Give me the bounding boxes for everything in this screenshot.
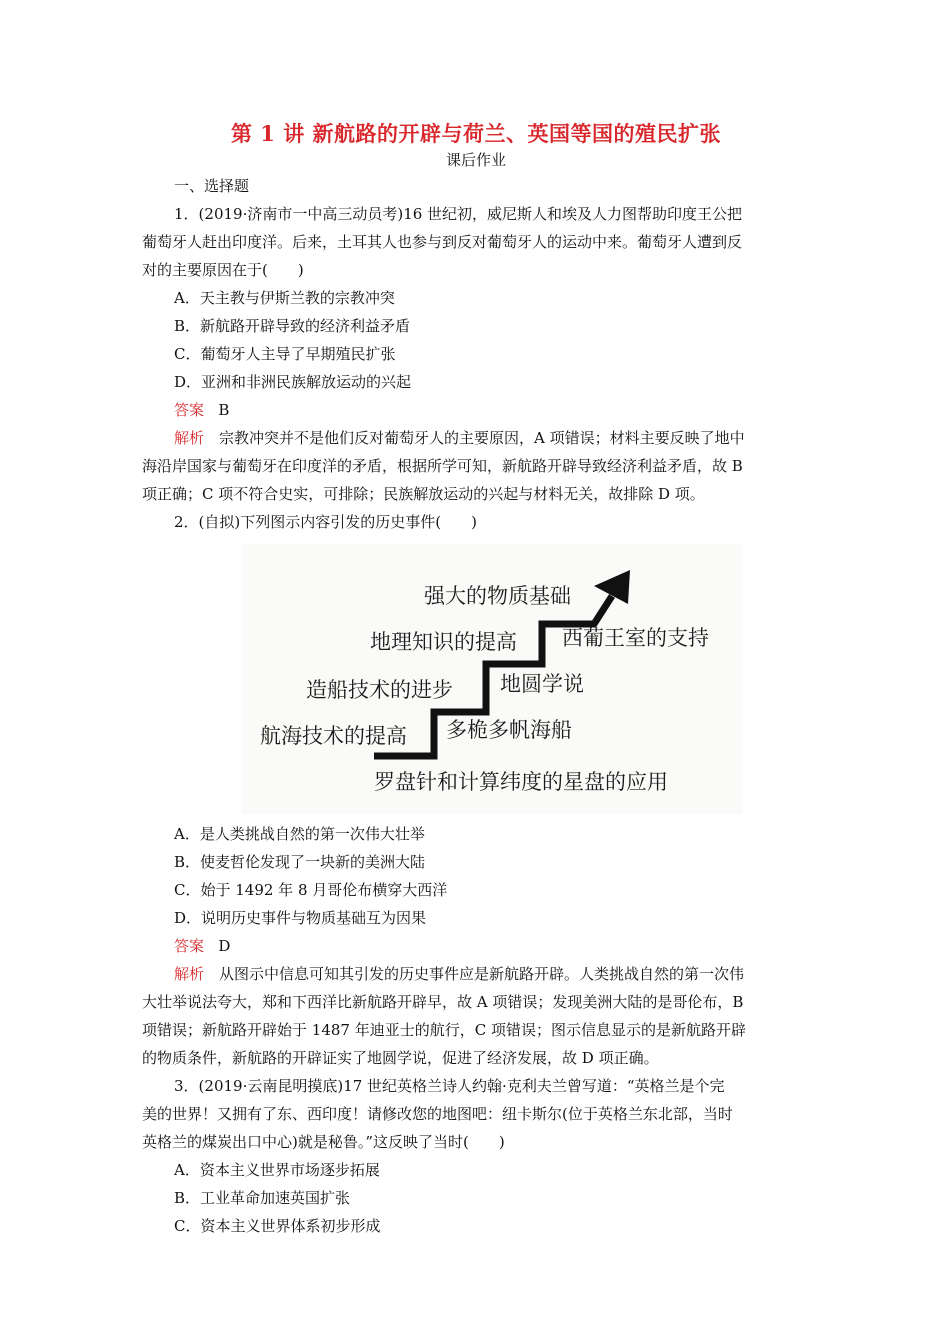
question-stem-line: 3．(2019·云南昆明摸底)17 世纪英格兰诗人约翰·克利夫兰曾写道：“英格兰是个完 [174, 1077, 725, 1095]
option-a: A．天主教与伊斯兰教的宗教冲突 [174, 289, 395, 307]
question-stem-line: 葡萄牙人赶出印度洋。后来，土耳其人也参与到反对葡萄牙人的运动中来。葡萄牙人遭到反 [142, 233, 743, 251]
answer-line [142, 396, 810, 424]
analysis-line: 海沿岸国家与葡萄牙在印度洋的矛盾，根据所学可知，新航路开辟导致经济利益矛盾，故 B [142, 457, 743, 475]
analysis-text: 从图示中信息可知其引发的历史事件应是新航路开辟。人类挑战自然的第一次伟 [204, 965, 745, 983]
option-c: C．葡萄牙人主导了早期殖民扩张 [174, 345, 396, 363]
answer-label: 答案 [174, 937, 205, 955]
label-strong-material-basis: 强大的物质基础 [424, 584, 571, 608]
analysis-label: 解析 [174, 965, 205, 983]
question-stem-line: 1．(2019·济南市一中高三动员考)16 世纪初，威尼斯人和埃及人力图帮助印度王公把 [174, 205, 743, 223]
option-a: A．资本主义世界市场逐步拓展 [174, 1161, 380, 1179]
analysis-line: 项正确；C 项不符合史实，可排除；民族解放运动的兴起与材料无关，故排除 D 项。 [142, 485, 705, 503]
label-geography-knowledge: 地理知识的提高 [370, 630, 517, 654]
analysis-line: 大壮举说法夸大，郑和下西洋比新航路开辟早，故 A 项错误；发现美洲大陆的是哥伦布，B [142, 993, 744, 1011]
option-b: B．工业革命加速英国扩张 [174, 1189, 351, 1207]
label-compass-astrolabe: 罗盘针和计算纬度的星盘的应用 [374, 770, 668, 794]
analysis-line [142, 960, 810, 988]
question-stem-line: 对的主要原因在于( ) [142, 261, 304, 279]
label-royal-support: 西葡王室的支持 [562, 626, 709, 650]
analysis-line: 项错误；新航路开辟始于 1487 年迪亚士的航行，C 项错误；图示信息显示的是新航路开辟 [142, 1021, 746, 1039]
question-3 [142, 1072, 810, 1240]
option-c: C．始于 1492 年 8 月哥伦布横穿大西洋 [174, 881, 448, 899]
answer-value: B [218, 401, 230, 419]
answer-value: D [218, 937, 231, 955]
analysis-line: 的物质条件，新航路的开辟证实了地圆学说，促进了经济发展，故 D 项正确。 [142, 1049, 659, 1067]
document-page [142, 118, 810, 1240]
option-c: C．资本主义世界体系初步形成 [174, 1217, 381, 1235]
label-navigation-technology: 航海技术的提高 [260, 724, 407, 748]
question-stem-line: 英格兰的煤炭出口中心)就是秘鲁。”这反映了当时( ) [142, 1133, 505, 1151]
option-a: A．是人类挑战自然的第一次伟大壮举 [174, 825, 425, 843]
analysis-label: 解析 [174, 429, 205, 447]
option-d: D．说明历史事件与物质基础互为因果 [174, 909, 427, 927]
option-b: B．使麦哲伦发现了一块新的美洲大陆 [174, 853, 426, 871]
label-shipbuilding-progress: 造船技术的进步 [306, 678, 453, 702]
label-round-earth-theory: 地圆学说 [500, 672, 584, 696]
page-subtitle: 课后作业 [445, 151, 506, 169]
option-d: D．亚洲和非洲民族解放运动的兴起 [174, 373, 412, 391]
question-stem-line: 2．(自拟)下列图示内容引发的历史事件( ) [174, 513, 477, 531]
answer-line [142, 932, 810, 960]
analysis-line [142, 424, 810, 452]
page-title: 第 1 讲 新航路的开辟与荷兰、英国等国的殖民扩张 [230, 121, 722, 146]
staircase-figure [242, 544, 742, 814]
answer-label: 答案 [174, 401, 205, 419]
section-heading: 一、选择题 [174, 177, 250, 195]
analysis-text: 宗教冲突并不是他们反对葡萄牙人的主要原因，A 项错误；材料主要反映了地中 [204, 429, 745, 447]
question-stem-line: 美的世界！又拥有了东、西印度！请修改您的地图吧：纽卡斯尔(位于英格兰东北部，当时 [142, 1105, 733, 1123]
option-b: B．新航路开辟导致的经济利益矛盾 [174, 317, 411, 335]
question-2 [142, 508, 810, 1072]
question-1 [142, 200, 810, 508]
label-multi-mast-ships: 多桅多帆海船 [446, 718, 572, 742]
